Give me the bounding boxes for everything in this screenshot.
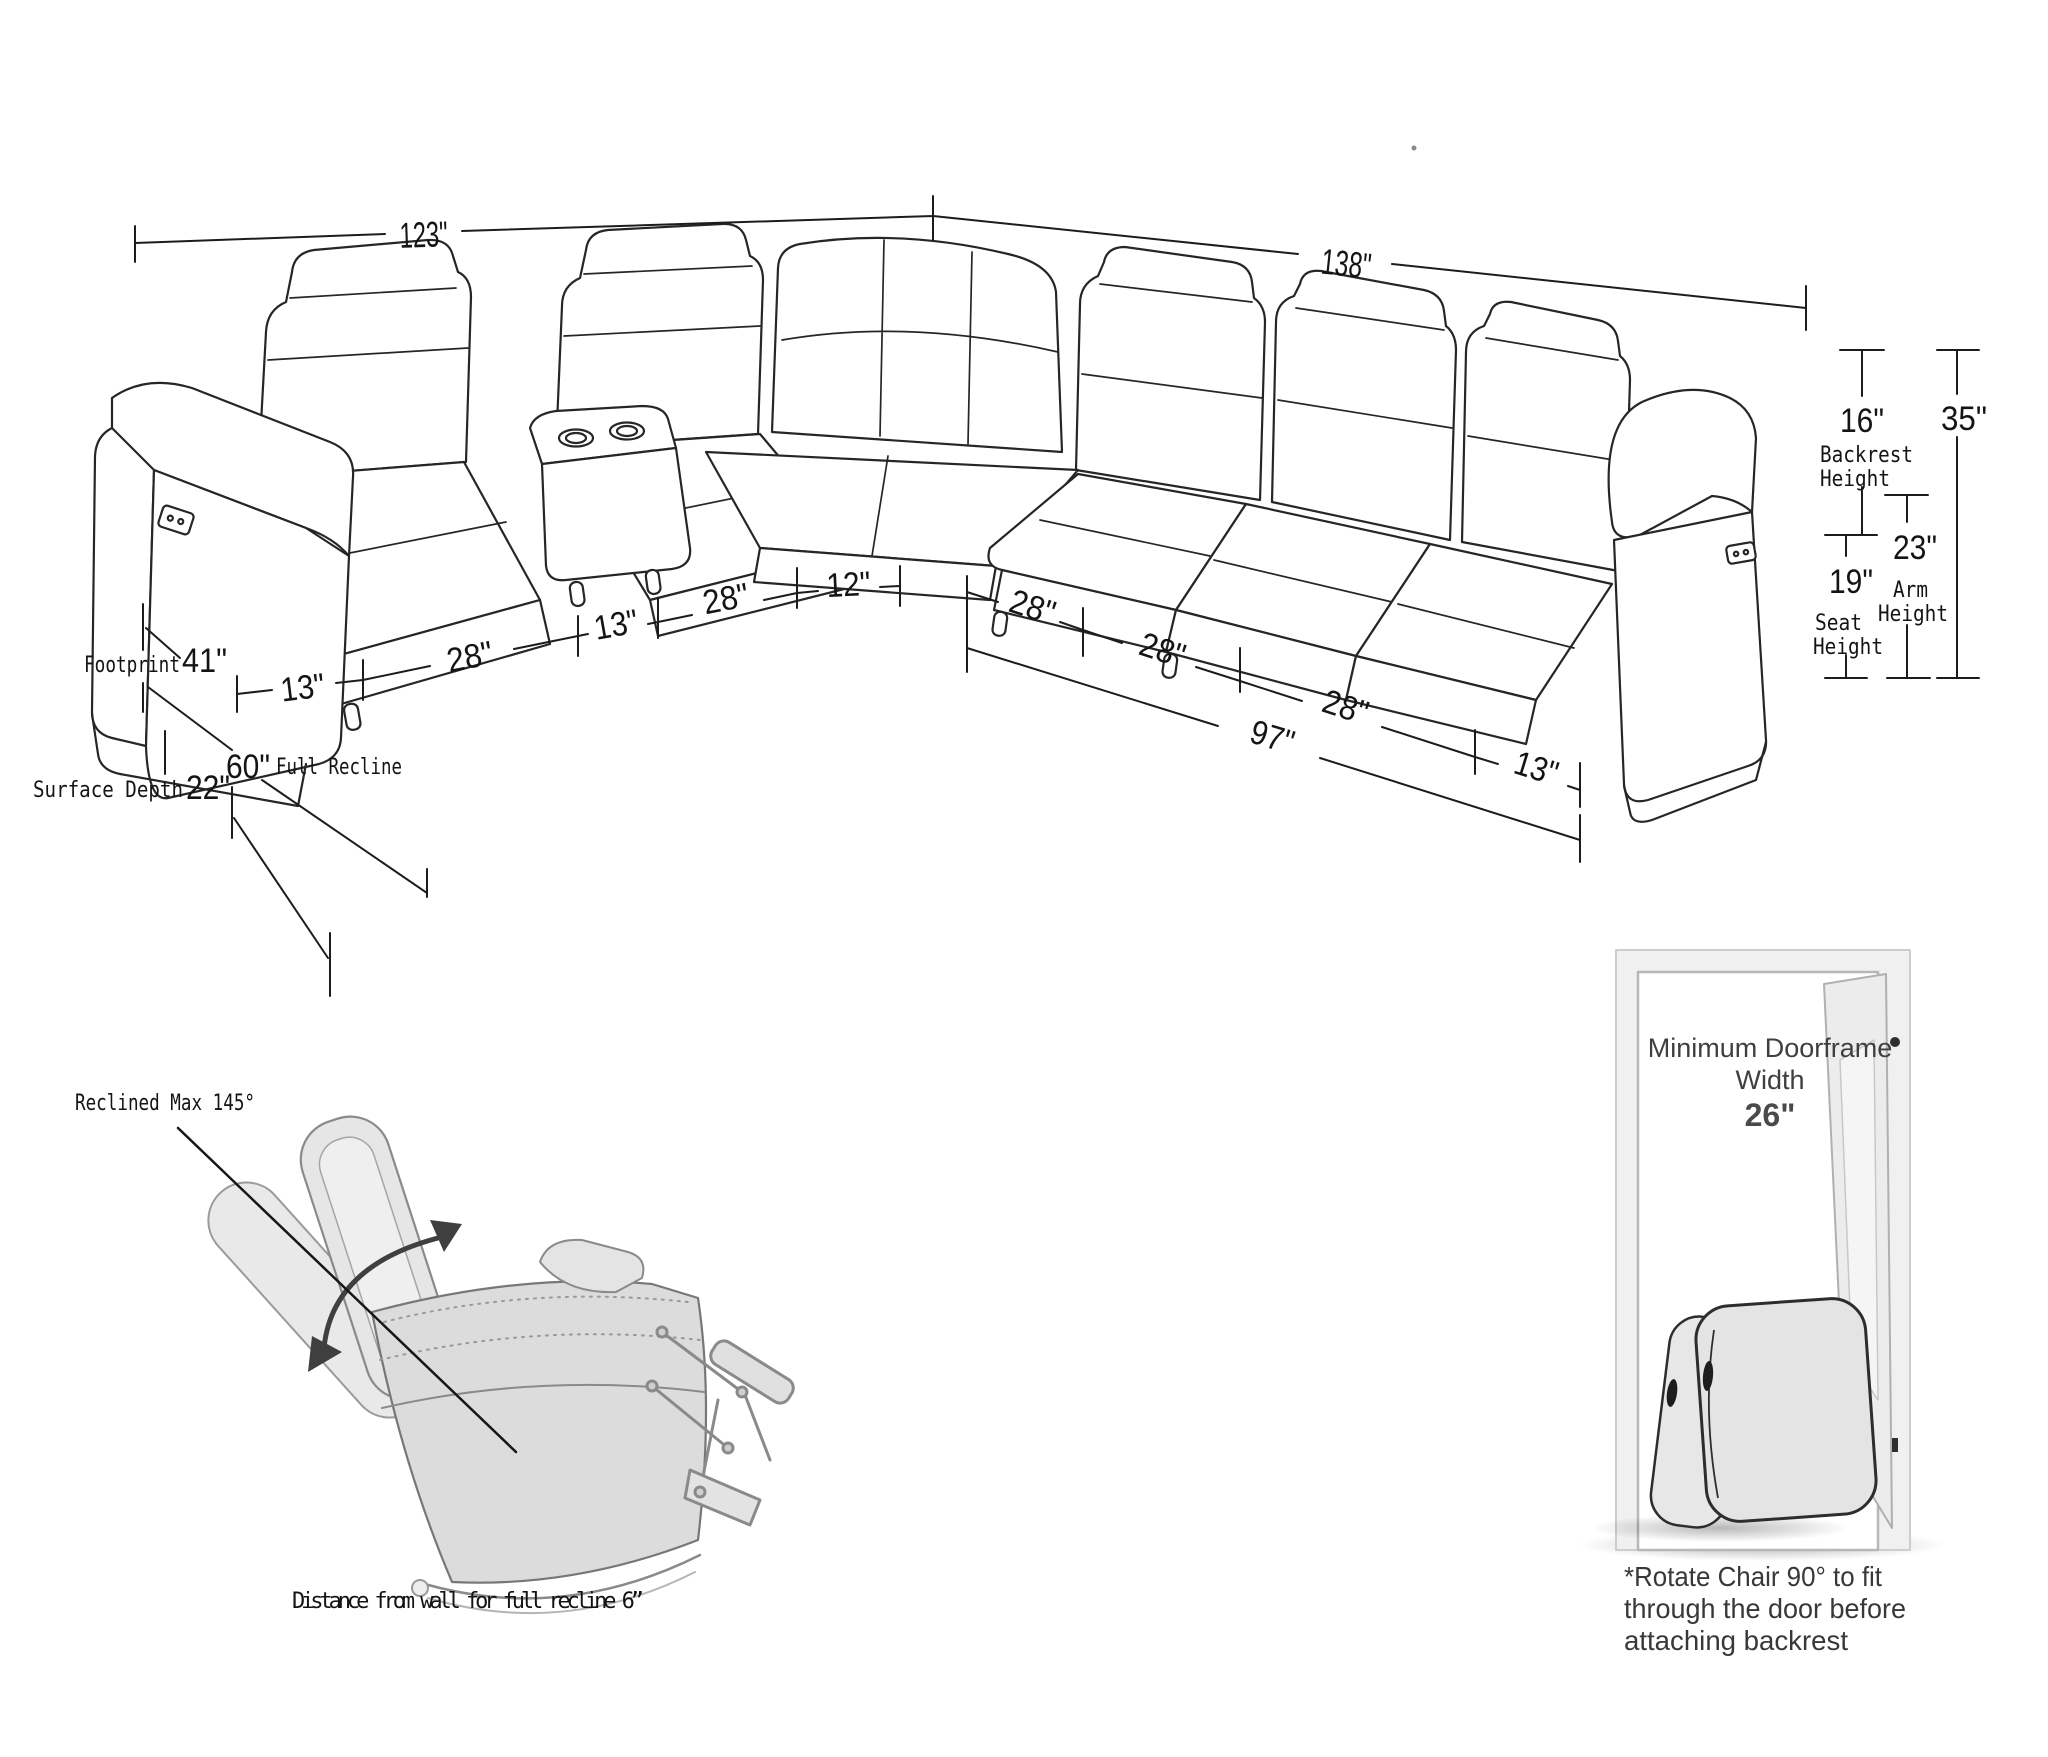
- overall-width-right-label: 138": [1319, 240, 1397, 289]
- segment-label: 13": [591, 601, 647, 648]
- backrest-height-word2: Height: [1820, 467, 1890, 492]
- full-recline-label: Full Recline: [276, 755, 402, 780]
- door-illustration: [1577, 950, 1947, 1656]
- backrest-height-value: 16": [1840, 402, 1884, 440]
- segment-label: 28": [699, 575, 756, 623]
- wall-distance-caption: Distance from wall for full recline 6”: [292, 1589, 644, 1614]
- total-width-label: 97": [1245, 712, 1305, 764]
- speck: [1412, 146, 1417, 151]
- segment-label: 28": [1134, 625, 1194, 677]
- door-heading-line2: Width: [1735, 1065, 1805, 1095]
- footprint-value: 41": [182, 642, 227, 680]
- recline-max-label: Reclined Max 145°: [75, 1091, 255, 1116]
- door-heading-line1: Minimum Doorframe: [1647, 1033, 1893, 1063]
- door-note-line2: through the door before: [1624, 1593, 1906, 1624]
- backrest-height-word1: Backrest: [1820, 443, 1913, 468]
- backrest-cushion: [1272, 271, 1456, 540]
- seat-height-value: 19": [1829, 563, 1873, 601]
- overall-width-left-label: 123": [398, 212, 474, 256]
- surface-depth-value: 22": [186, 769, 230, 807]
- backrest-cushion: [1462, 302, 1630, 572]
- surface-depth-label: Surface Depth: [33, 778, 183, 803]
- seat-height-word2: Height: [1813, 635, 1883, 660]
- cupholder-icon: [566, 433, 586, 443]
- segment-label: 28": [1004, 582, 1064, 634]
- footprint-label: Footprint: [84, 653, 180, 678]
- seat-height-word1: Seat: [1815, 611, 1862, 636]
- segment-label: 13": [1509, 743, 1569, 795]
- console-front: [542, 448, 690, 580]
- door-note-line1: *Rotate Chair 90° to fit: [1624, 1561, 1883, 1592]
- left-arm-outer: [92, 428, 154, 746]
- segment-label: 13": [278, 665, 333, 710]
- chair-seat-piece: [1694, 1296, 1879, 1523]
- full-recline-value: 60": [226, 748, 270, 786]
- corner-backrest: [772, 238, 1062, 452]
- segment-label: 28": [443, 633, 500, 681]
- arm-height-word2: Height: [1878, 602, 1948, 627]
- door-latch-icon: [1892, 1438, 1898, 1452]
- overall-height-value: 35": [1941, 400, 1987, 438]
- cupholder-icon: [617, 426, 637, 436]
- arm-height-value: 23": [1893, 529, 1937, 567]
- arm-height-word1: Arm: [1893, 578, 1928, 603]
- door-note-line3: attaching backrest: [1624, 1625, 1849, 1656]
- power-button-icon: [1726, 542, 1757, 565]
- segment-label: 28": [1317, 682, 1377, 734]
- door-min-width-value: 26": [1744, 1097, 1796, 1133]
- segment-label: 12": [825, 564, 878, 606]
